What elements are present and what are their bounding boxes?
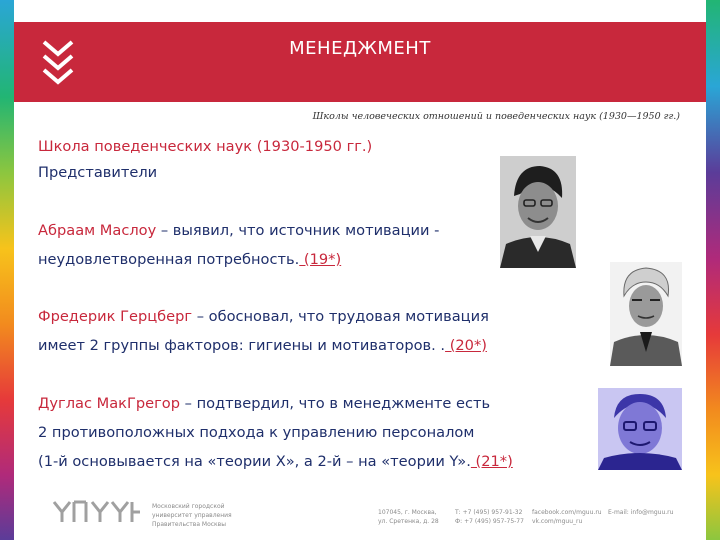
mcgregor-line1 — [38, 393, 490, 414]
mcgregor-name: Дуглас МакГрегор — [38, 395, 180, 412]
mcgregor-desc1: – подтвердил, что в менеджменте есть — [180, 395, 491, 412]
mcgregor-line2: 2 противоположных подхода к управлению персоналом — [38, 424, 475, 441]
herzberg-ref: (20*) — [445, 337, 487, 354]
mcgregor-line3 — [38, 451, 513, 472]
herzberg-line1 — [38, 306, 489, 327]
herzberg-desc1: – обосновал, что трудовая мотивация — [192, 308, 489, 325]
school-heading: Школа поведенческих наук (1930-1950 гг.) — [38, 138, 373, 155]
maslow-line2 — [38, 249, 341, 270]
footer-email-link[interactable]: E-mail: info@mguu.ru — [608, 509, 674, 516]
representatives-label: Представители — [38, 164, 158, 181]
decorative-left-edge — [0, 0, 14, 540]
maslow-line1 — [38, 220, 439, 241]
slide-subtitle: Школы человеческих отношений и поведенческих наук (1930—1950 гг.) — [312, 111, 680, 122]
footer-address: 107045, г. Москва, ул. Сретенка, д. 28 — [378, 509, 439, 525]
herzberg-name: Фредерик Герцберг — [38, 308, 193, 325]
maslow-ref: (19*) — [299, 251, 342, 268]
maslow-desc2: неудовлетворенная потребность. — [38, 251, 300, 268]
facebook-link[interactable]: facebook.com/mguu.ru — [532, 509, 602, 516]
footer-social-links[interactable] — [532, 508, 602, 526]
mcgregor-portrait-photo — [598, 388, 682, 470]
maslow-desc1: – выявил, что источник мотивации - — [156, 222, 440, 239]
slide-title: МЕНЕДЖМЕНТ — [289, 38, 431, 59]
decorative-right-edge — [706, 0, 720, 540]
footer-org: Московский городской университет управления Правительства Москвы — [152, 503, 232, 528]
university-logo-icon — [52, 500, 142, 524]
herzberg-desc2: имеет 2 группы факторов: гигиены и мотиваторов. . — [38, 337, 446, 354]
maslow-name: Абраам Маслоу — [38, 222, 157, 239]
slide-header — [14, 22, 706, 102]
footer-phones: Т: +7 (495) 957-91-32 Ф: +7 (495) 957-75-77 — [455, 509, 524, 525]
vk-link[interactable]: vk.com/mguu_ru — [532, 518, 583, 525]
maslow-portrait-photo — [500, 156, 576, 268]
herzberg-portrait-photo — [610, 262, 682, 366]
herzberg-line2 — [38, 335, 487, 356]
mcgregor-ref: (21*) — [470, 453, 513, 470]
mcgregor-desc3: (1-й основывается на «теории X», а 2-й – на «теории Y». — [38, 453, 471, 470]
